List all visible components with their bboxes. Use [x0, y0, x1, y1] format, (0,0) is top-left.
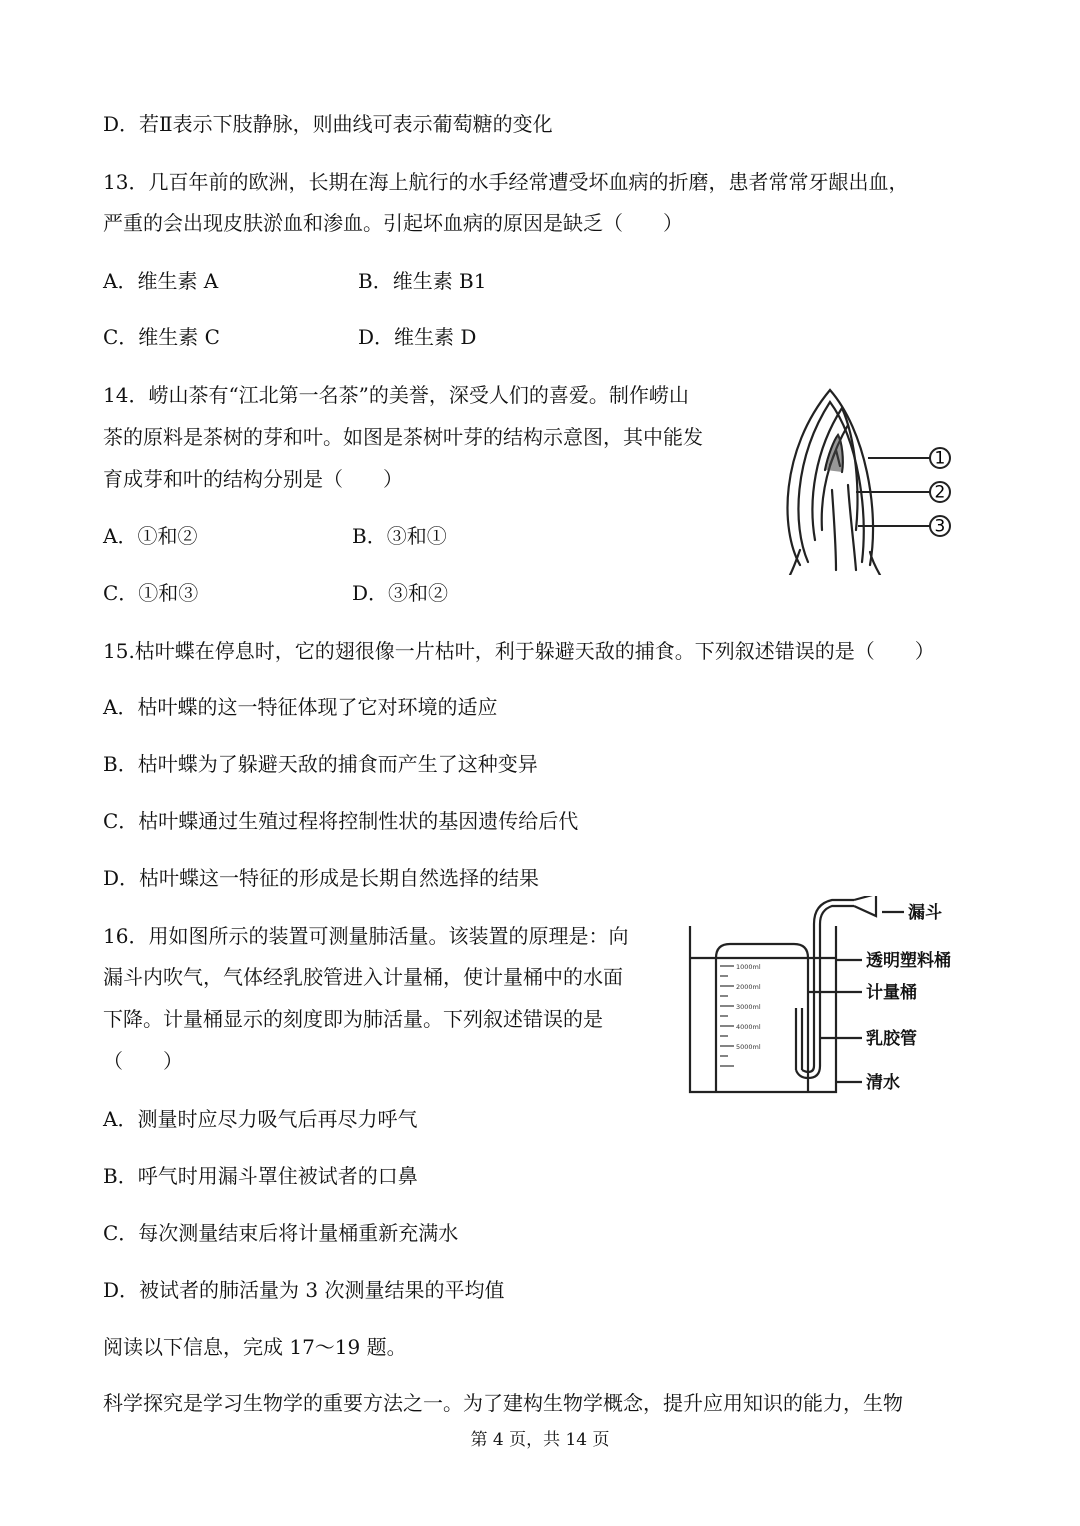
- label-tube: 乳胶管: [866, 1029, 917, 1049]
- q14-stem-line1: 14．崂山茶有“江北第一名茶”的美誉，深受人们的喜爱。制作崂山: [103, 383, 689, 407]
- q16-option-d: D．被试者的肺活量为 3 次测量结果的平均值: [103, 1278, 505, 1302]
- label-bucket: 透明塑料桶: [866, 951, 951, 971]
- reading-intro: 阅读以下信息，完成 17～19 题。: [103, 1335, 407, 1359]
- tea-bud-label-3: 3: [934, 516, 946, 537]
- q14-stem-line3: 育成芽和叶的结构分别是（ ）: [103, 467, 403, 491]
- q13-option-a: A．维生素 A: [103, 269, 219, 293]
- q14-option-c: C．①和③: [103, 581, 199, 605]
- scale-label-5000: 5000ml: [736, 1043, 761, 1051]
- q13-option-b: B．维生素 B1: [358, 269, 487, 293]
- label-meter: 计量桶: [866, 983, 917, 1003]
- q16-option-a: A．测量时应尽力吸气后再尽力呼气: [103, 1107, 418, 1131]
- reading-text-line1: 科学探究是学习生物学的重要方法之一。为了建构生物学概念，提升应用知识的能力，生物: [103, 1391, 903, 1415]
- q15-option-d: D．枯叶蝶这一特征的形成是长期自然选择的结果: [103, 866, 540, 890]
- scale-label-1000: 1000ml: [736, 963, 761, 971]
- scale-label-3000: 3000ml: [736, 1003, 761, 1011]
- q16-stem-line1: 16．用如图所示的装置可测量肺活量。该装置的原理是：向: [103, 924, 629, 948]
- q15-option-a: A．枯叶蝶的这一特征体现了它对环境的适应: [103, 695, 498, 719]
- scale-label-4000: 4000ml: [736, 1023, 761, 1031]
- q14-stem-line2: 茶的原料是茶树的芽和叶。如图是茶树叶芽的结构示意图，其中能发: [103, 425, 703, 449]
- q15-stem: 15.枯叶蝶在停息时，它的翅很像一片枯叶，利于躲避天敌的捕食。下列叙述错误的是（ ）: [103, 639, 935, 663]
- q13-option-c: C．维生素 C: [103, 325, 220, 349]
- q14-option-b: B．③和①: [352, 524, 447, 548]
- q16-option-b: B．呼气时用漏斗罩住被试者的口鼻: [103, 1164, 418, 1188]
- q16-stem-line4: （ ）: [103, 1049, 183, 1073]
- tea-bud-label-2: 2: [934, 482, 946, 503]
- q14-option-d: D．③和②: [352, 581, 449, 605]
- q15-option-c: C．枯叶蝶通过生殖过程将控制性状的基因遗传给后代: [103, 809, 579, 833]
- q13-stem-line2: 严重的会出现皮肤淤血和渗血。引起坏血病的原因是缺乏（ ）: [103, 211, 683, 235]
- label-funnel: 漏斗: [908, 903, 942, 923]
- q13-option-d: D．维生素 D: [358, 325, 477, 349]
- q14-option-a: A．①和②: [103, 524, 198, 548]
- page-footer: 第 4 页，共 14 页: [470, 1430, 610, 1450]
- q13-stem-line1: 13．几百年前的欧洲，长期在海上航行的水手经常遭受坏血病的折磨，患者常常牙龈出血，: [103, 170, 909, 194]
- q15-option-b: B．枯叶蝶为了躲避天敌的捕食而产生了这种变异: [103, 752, 538, 776]
- q16-stem-line3: 下降。计量桶显示的刻度即为肺活量。下列叙述错误的是: [103, 1007, 603, 1031]
- scale-label-2000: 2000ml: [736, 983, 761, 991]
- q16-stem-line2: 漏斗内吹气，气体经乳胶管进入计量桶，使计量桶中的水面: [103, 965, 623, 989]
- lung-capacity-apparatus: [686, 896, 976, 1096]
- q16-option-c: C．每次测量结束后将计量桶重新充满水: [103, 1221, 459, 1245]
- tea-bud-diagram: [770, 380, 980, 575]
- q12-option-d: D．若Ⅱ表示下肢静脉，则曲线可表示葡萄糖的变化: [103, 112, 553, 136]
- label-water: 清水: [866, 1073, 900, 1093]
- tea-bud-label-1: 1: [934, 448, 946, 469]
